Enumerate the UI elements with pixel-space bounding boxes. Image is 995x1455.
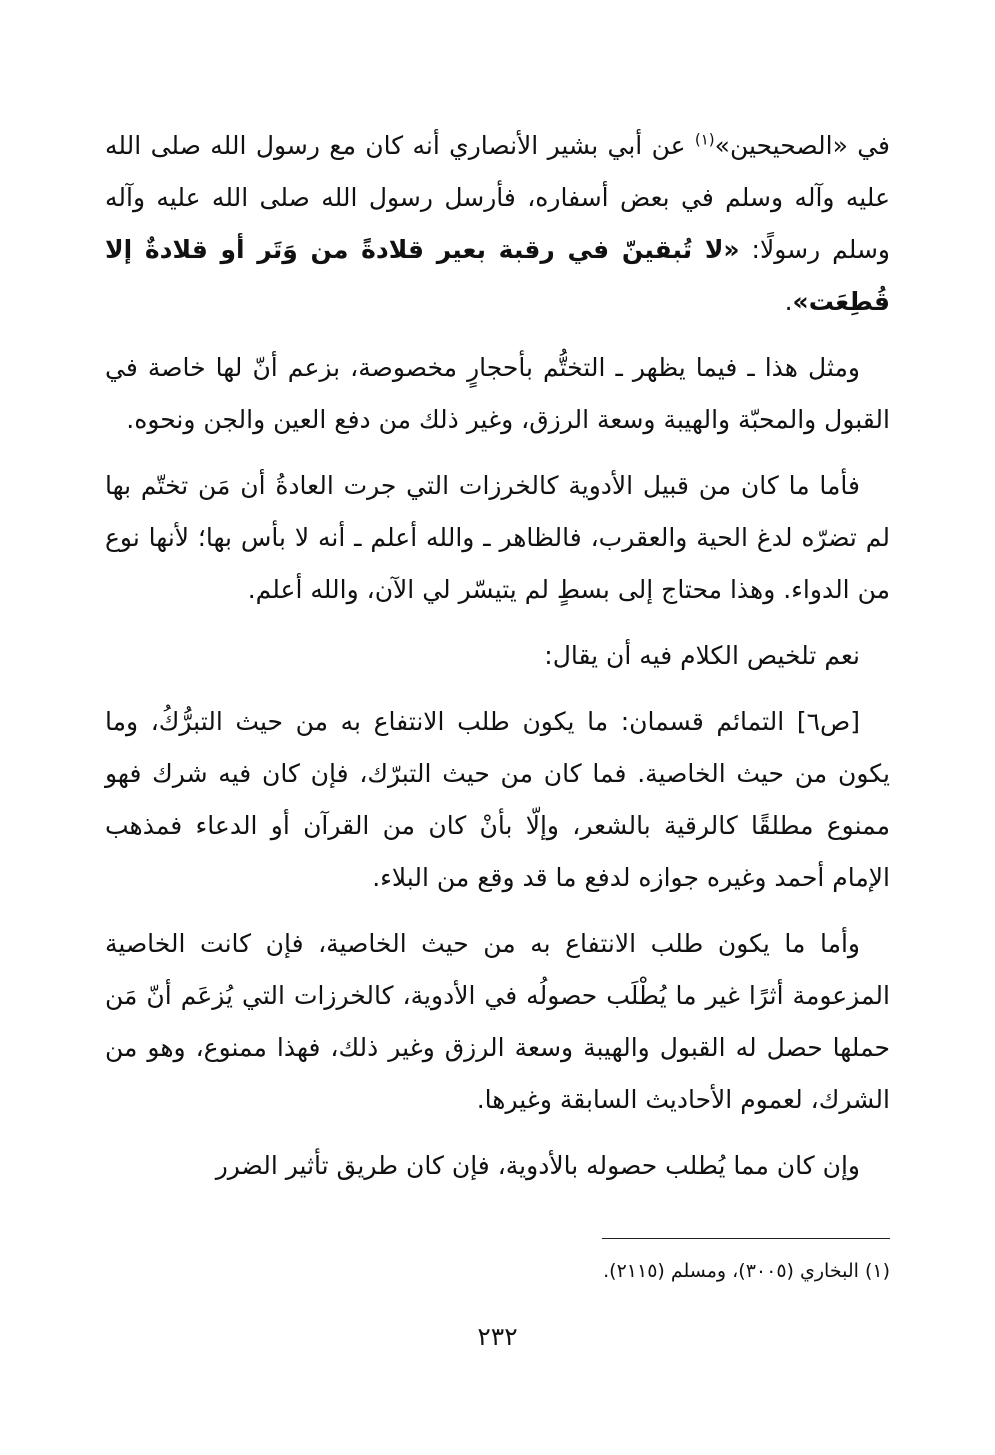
hadith-quote: «لا تُبقينّ في رقبة بعير قلادةً من وَتَر أو قلادةٌ إلا قُطِعَت» bbox=[105, 235, 890, 316]
text-run: فأما ما كان من قبيل الأدوية كالخرزات التي جرت العادةُ أن مَن تختّم بها لم تضرّه لدغ الحية والعقرب، فالظاهر ـ والله أعلم ـ أنه لا بأس بها؛ لأنها نوع من الدواء. وهذا محتاج إلى بسطٍ لم يتيسّر لي الآن، والله أعلم. bbox=[105, 471, 890, 604]
text-run: وإن كان مما يُطلب حصوله بالأدوية، فإن كان طريق تأثير الضرر bbox=[215, 1151, 860, 1180]
text-run: ومثل هذا ـ فيما يظهر ـ التختُّم بأحجارٍ مخصوصة، بزعم أنّ لها خاصة في القبول والمحبّة والهيبة وسعة الرزق، وغير ذلك من دفع العين والجن ونحوه. bbox=[105, 353, 890, 434]
paragraph bbox=[105, 630, 890, 682]
paragraph bbox=[105, 696, 890, 904]
paragraph bbox=[105, 460, 890, 616]
text-run: . bbox=[784, 287, 793, 316]
paragraph bbox=[105, 1140, 890, 1192]
text-run: نعم تلخيص الكلام فيه أن يقال: bbox=[544, 641, 860, 670]
text-run: وأما ما يكون طلب الانتفاع به من حيث الخاصية، فإن كانت الخاصية المزعومة أثرًا غير ما يُطْلَب حصولُه في الأدوية، كالخرزات التي يُزعَم أنّ مَن حملها حصل له القبول والهيبة وسعة الرزق وغير ذلك، فهذا ممنوع، وهو من الشرك، لعموم الأحاديث السابقة وغيرها. bbox=[105, 929, 890, 1114]
paragraph bbox=[105, 120, 890, 328]
paragraph bbox=[105, 342, 890, 446]
main-text bbox=[105, 120, 890, 1206]
footnote bbox=[105, 1254, 890, 1288]
text-run: عن أبي بشير الأنصاري أنه كان مع رسول الله صلى الله عليه وآله وسلم في بعض أسفاره، فأرسل رسول الله صلى الله عليه وآله وسلم رسولًا: bbox=[105, 131, 891, 264]
footnote-separator bbox=[602, 1238, 890, 1239]
footnote-reference: (١) bbox=[694, 130, 715, 149]
text-run: [ص٦] التمائم قسمان: ما يكون طلب الانتفاع به من حيث التبرُّكُ، وما يكون من حيث الخاصية. فما كان من حيث التبرّك، فإن كان فيه شرك فهو ممنوع مطلقًا كالرقية بالشعر، وإلّا بأنْ كان من القرآن أو الدعاء فمذهب الإمام أحمد وغيره جوازه لدفع ما قد وقع من البلاء. bbox=[105, 707, 890, 892]
page-number: ٢٣٢ bbox=[477, 1322, 518, 1351]
text-run: في «الصحيحين» bbox=[714, 131, 891, 160]
footnote-marker: (١) bbox=[864, 1260, 890, 1282]
paragraph bbox=[105, 918, 890, 1126]
footnote-text: البخاري (٣٠٠٥)، ومسلم (٢١١٥). bbox=[603, 1260, 859, 1282]
